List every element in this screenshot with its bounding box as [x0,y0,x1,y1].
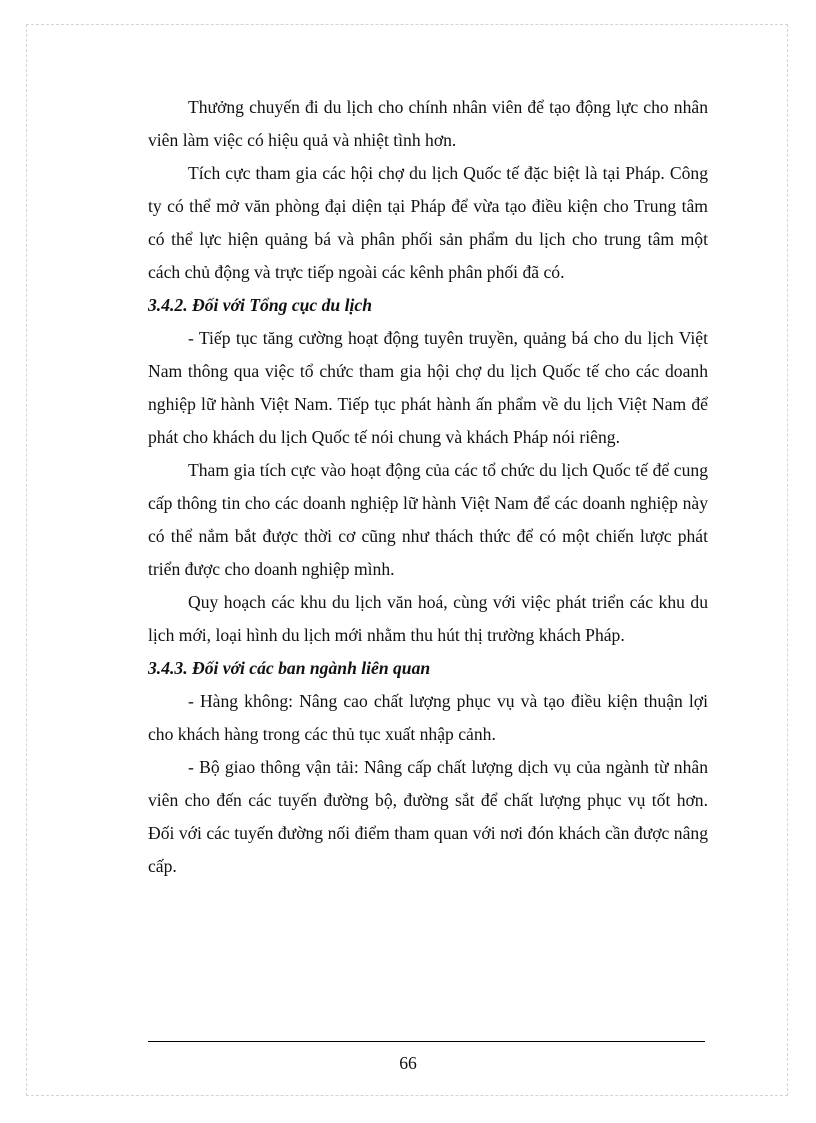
footer-rule [148,1041,705,1042]
paragraph: - Tiếp tục tăng cường hoạt động tuyên truyền, quảng bá cho du lịch Việt Nam thông qua việc tổ chức tham gia hội chợ du lịch Quốc tế cho các doanh nghiệp lữ hành Việt Nam. Tiếp tục phát hành ấn phẩm về du lịch Việt Nam để phát cho khách du lịch Quốc tế nói chung và khách Pháp nói riêng. [148,328,708,447]
section-heading: 3.4.3. Đối với các ban ngành liên quan [148,658,431,678]
page-content [148,91,708,883]
page-number: 66 [399,1053,417,1073]
paragraph: Thưởng chuyến đi du lịch cho chính nhân viên để tạo động lực cho nhân viên làm việc có hiệu quả và nhiệt tình hơn. [148,97,708,150]
paragraph: - Bộ giao thông vận tải: Nâng cấp chất lượng dịch vụ của ngành từ nhân viên cho đến các tuyến đường bộ, đường sắt để chất lượng phục vụ tốt hơn. Đối với các tuyến đường nối điểm tham quan với nơi đón khách cần được nâng cấp. [148,757,708,876]
paragraph: Tham gia tích cực vào hoạt động của các tổ chức du lịch Quốc tế để cung cấp thông tin cho các doanh nghiệp lữ hành Việt Nam để các doanh nghiệp này có thể nắm bắt được thời cơ cũng như thách thức để có một chiến lược phát triển được cho doanh nghiệp mình. [148,460,708,579]
paragraph: Quy hoạch các khu du lịch văn hoá, cùng với việc phát triển các khu du lịch mới, loại hình du lịch mới nhằm thu hút thị trường khách Pháp. [148,592,708,645]
paragraph: Tích cực tham gia các hội chợ du lịch Quốc tế đặc biệt là tại Pháp. Công ty có thể mở văn phòng đại diện tại Pháp để vừa tạo điều kiện cho Trung tâm có thể lực hiện quảng bá và phân phối sản phẩm du lịch cho trung tâm một cách chủ động và trực tiếp ngoài các kênh phân phối đã có. [148,163,708,282]
section-heading: 3.4.2. Đối với Tổng cục du lịch [148,295,372,315]
paragraph: - Hàng không: Nâng cao chất lượng phục vụ và tạo điều kiện thuận lợi cho khách hàng trong các thủ tục xuất nhập cảnh. [148,691,708,744]
